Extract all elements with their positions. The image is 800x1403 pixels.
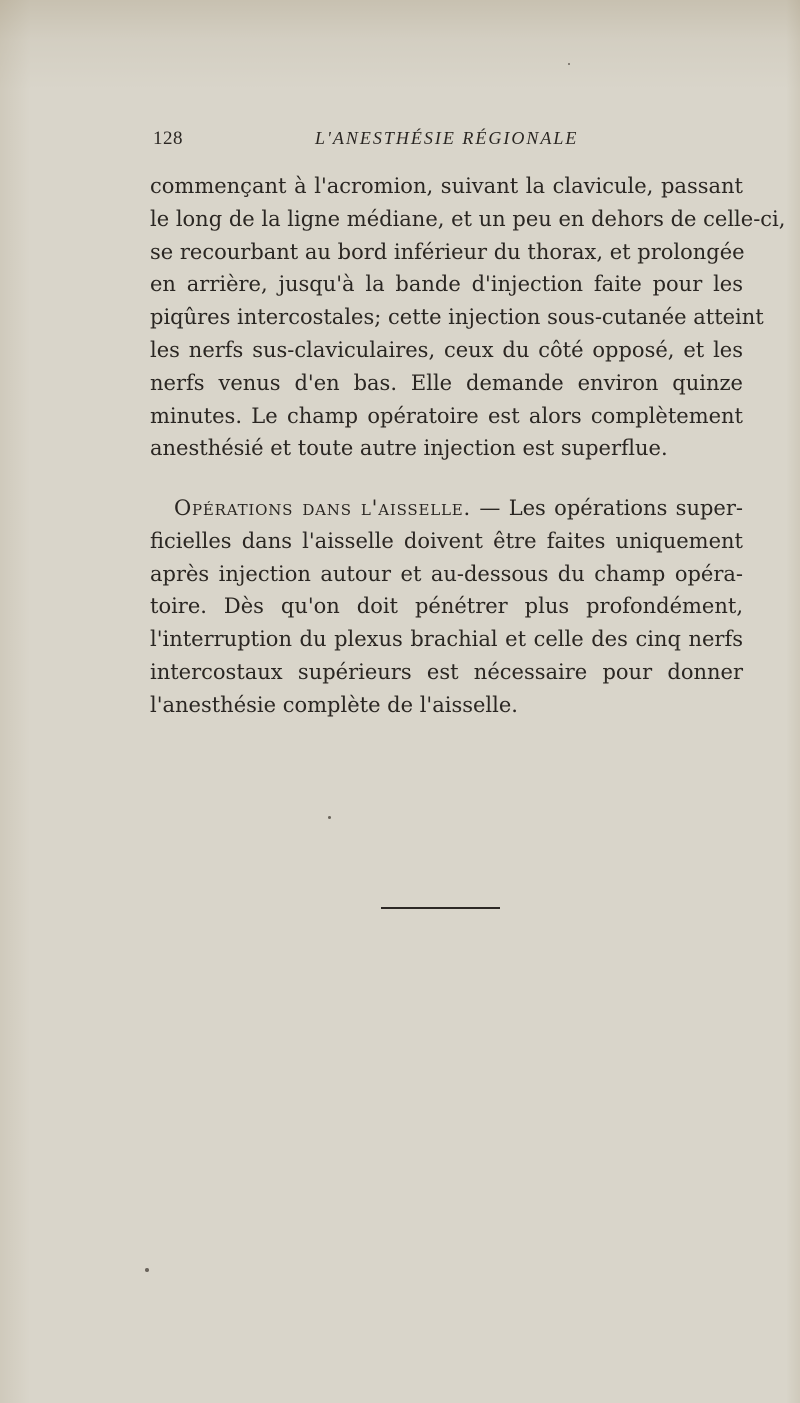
text-line: l'interruption du plexus brachial et celle des cinq nerfs bbox=[150, 627, 743, 652]
text-line: se recourbant au bord inférieur du thorax, et prolongée bbox=[150, 239, 745, 264]
text-line: toire. Dès qu'on doit pénétrer plus profondément, bbox=[150, 594, 743, 619]
text-line: intercostaux supérieurs est nécessaire pour donner bbox=[150, 659, 743, 684]
section-heading: Opérations dans l'aisselle. bbox=[174, 496, 472, 520]
text-line: les nerfs sus-claviculaires, ceux du côté opposé, et les bbox=[150, 337, 743, 362]
text-line: le long de la ligne médiane, et un peu en dehors de celle-ci, bbox=[150, 206, 786, 231]
text-line: après injection autour et au-dessous du champ opéra- bbox=[150, 561, 743, 586]
text-line: nerfs venus d'en bas. Elle demande environ quinze bbox=[150, 370, 743, 395]
end-rule bbox=[381, 907, 500, 909]
page-number: 128 bbox=[153, 128, 183, 149]
running-title: L'ANESTHÉSIE RÉGIONALE bbox=[315, 128, 579, 148]
text-line: ficielles dans l'aisselle doivent être faites uniquement bbox=[150, 528, 743, 553]
running-head bbox=[153, 128, 743, 152]
paper-speck bbox=[568, 63, 570, 65]
paper-speck bbox=[328, 816, 331, 819]
text-line-first bbox=[150, 492, 743, 525]
paper-speck bbox=[145, 1268, 149, 1272]
text-line: l'anesthésie complète de l'aisselle. bbox=[150, 692, 518, 717]
paragraph-2 bbox=[150, 492, 743, 722]
text-line: anesthésié et toute autre injection est superflue. bbox=[150, 436, 668, 461]
text-line: minutes. Le champ opératoire est alors complètement bbox=[150, 403, 743, 428]
text-line: en arrière, jusqu'à la bande d'injection faite pour les bbox=[150, 272, 743, 297]
text-line: commençant à l'acromion, suivant la clavicule, passant bbox=[150, 174, 743, 198]
heading-continuation: — Les opérations super- bbox=[471, 496, 743, 520]
text-line: piqûres intercostales; cette injection sous-cutanée atteint bbox=[150, 305, 764, 330]
paragraph-1 bbox=[150, 170, 786, 465]
